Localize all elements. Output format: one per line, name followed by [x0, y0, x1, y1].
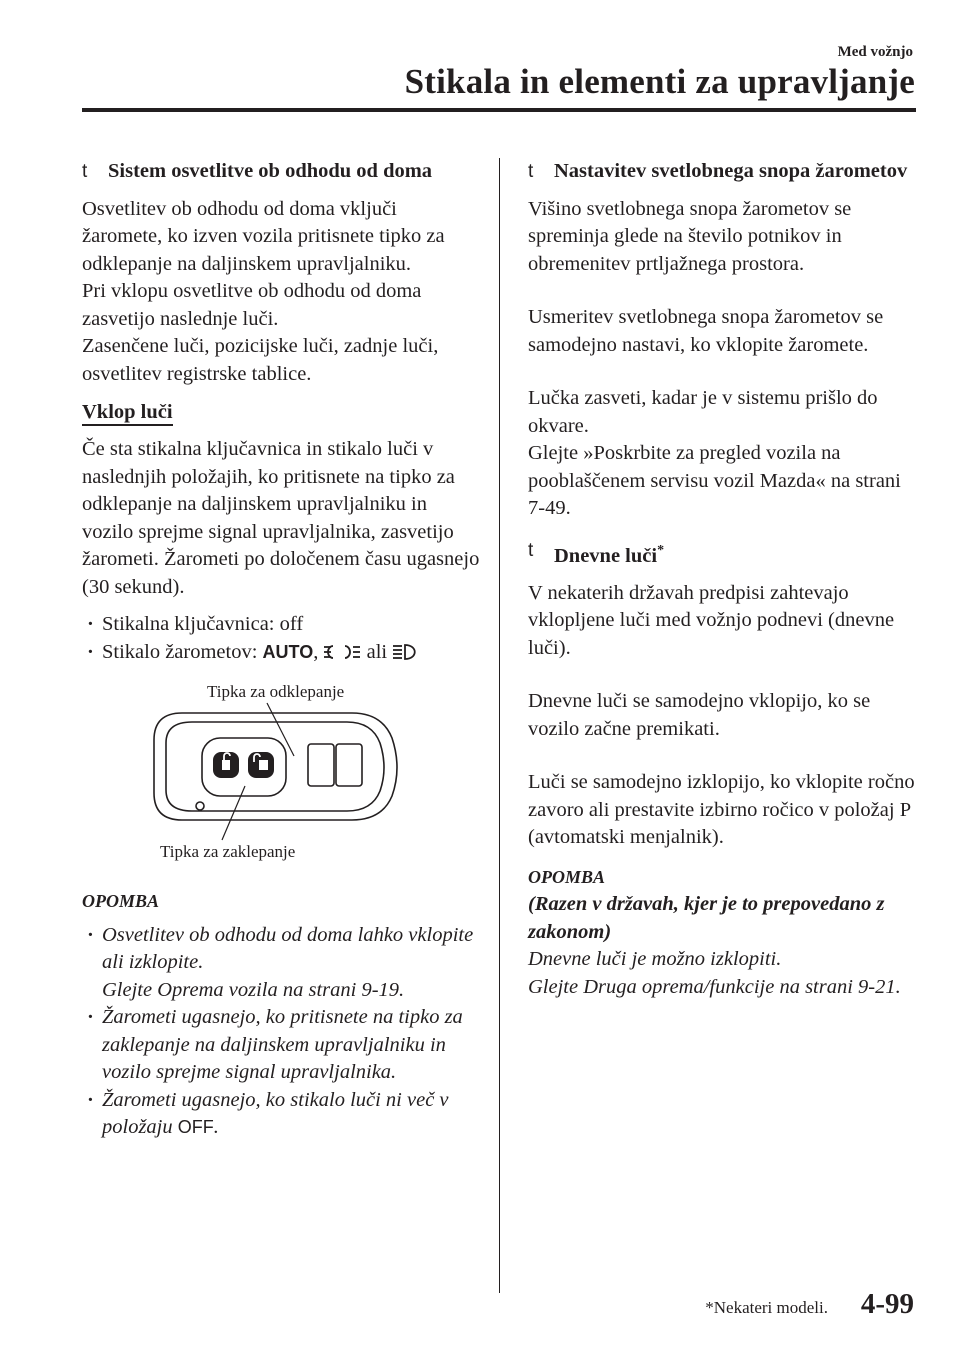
heading-text: Dnevne luči [554, 544, 658, 567]
note-condition: (Razen v državah, kjer je to prepovedano z zakonom) [528, 893, 885, 943]
intro-paragraph: Osvetlitev ob odhodu od doma vključi žaromete, ko izven vozila pritisnete tipko za odklepanje na daljinskem upravljalniku. [82, 197, 445, 275]
unlock-button-label: Tipka za odklepanje [207, 682, 345, 701]
footnote: *Nekateri modeli. [705, 1298, 828, 1317]
heading-bullet-icon: t [82, 161, 88, 182]
body-paragraph: Višino svetlobnega snopa žarometov se spreminja glede na število potnikov in obremenitev prtljažnega prostora. [528, 197, 852, 275]
note-list [82, 922, 482, 1142]
key-fob-figure [82, 678, 482, 861]
note-text: Dnevne luči je možno izklopiti. [528, 948, 782, 971]
right-column [528, 158, 923, 1001]
heading-text: Nastavitev svetlobnega snopa žarometov [554, 160, 908, 182]
header-section: Med vožnjo [837, 44, 913, 60]
body-paragraph: Če sta stikalna ključavnica in stikalo luči v naslednjih položajih, ko pritisnete na tipko za odklepanje na daljinskem upravljalniku in vozilo sprejme signal upravljalnika, zasvetijo žarometi. Žarometi po določenem času ugasnejo (30 sekund). [82, 438, 480, 598]
parking-lights-icon [323, 642, 361, 662]
note-text: Glejte Druga oprema/funkcije na strani 9-21. [528, 975, 901, 998]
note-item: · Osvetlitev ob odhodu od doma lahko vklopite ali izklopite. Glejte Oprema vozila na strani 9-19. [82, 922, 482, 1005]
subsection-title: Vklop luči [82, 400, 173, 426]
note-title: OPOMBA [528, 866, 606, 887]
body-paragraph: Dnevne luči se samodejno vklopijo, ko se vozilo začne premikati. [528, 690, 871, 740]
section-heading [528, 537, 923, 570]
off-symbol: OFF [177, 1117, 214, 1137]
heading-text: Sistem osvetlitve ob odhodu od doma [108, 160, 433, 182]
footnote-mark: * [657, 542, 665, 558]
body-paragraph: Lučka zasveti, kadar je v sistemu prišlo do okvare. [528, 387, 878, 437]
body-paragraph: V nekaterih državah predpisi zahtevajo vklopljene luči med vožnjo podnevi (dnevne luči). [528, 581, 895, 659]
column-divider [499, 158, 500, 1293]
body-paragraph: Usmeritev svetlobnega snopa žarometov se samodejno nastavi, ko vklopite žaromete. [528, 306, 884, 356]
unlock-icon [248, 752, 274, 778]
lock-button-label: Tipka za zaklepanje [160, 842, 296, 861]
lock-icon [213, 752, 239, 778]
section-heading [528, 158, 923, 186]
auto-symbol: AUTO [262, 641, 314, 662]
page-title: Stikala in elementi za upravljanje [404, 62, 915, 101]
note-item: · Žarometi ugasnejo, ko stikalo luči ni več v položaju OFF. [82, 1087, 482, 1142]
left-column [82, 158, 482, 1142]
body-paragraph: Glejte »Poskrbite za pregled vozila na pooblaščenem servisu vozil Mazda« na strani 7-49. [528, 442, 901, 519]
list-item: · Stikalo žarometov: AUTO, ali [82, 639, 482, 667]
intro-paragraph: Pri vklopu osvetlitve ob odhodu od doma zasvetijo naslednje luči. [82, 280, 422, 330]
key-fob-illustration [82, 678, 482, 858]
section-heading [82, 158, 482, 186]
headlight-icon [392, 642, 420, 662]
body-paragraph: Luči se samodejno izklopijo, ko vklopite ročno zavoro ali prestavite izbirno ročico v položaj P (avtomatski menjalnik). [528, 771, 915, 849]
list-item: · Stikalna ključavnica: off [82, 611, 482, 639]
header-rule [82, 108, 916, 112]
note-item: · Žarometi ugasnejo, ko pritisnete na tipko za zaklepanje na daljinskem upravljalniku in vozilo sprejme signal upravljalnika. [82, 1004, 482, 1087]
heading-bullet-icon: t [528, 539, 534, 561]
page-number: 4-99 [860, 1288, 914, 1320]
heading-bullet-icon: t [528, 161, 534, 182]
note-title: OPOMBA [82, 891, 160, 911]
condition-list [82, 611, 482, 666]
intro-paragraph: Zasenčene luči, pozicijske luči, zadnje luči, osvetlitev registrske tablice. [82, 335, 439, 385]
